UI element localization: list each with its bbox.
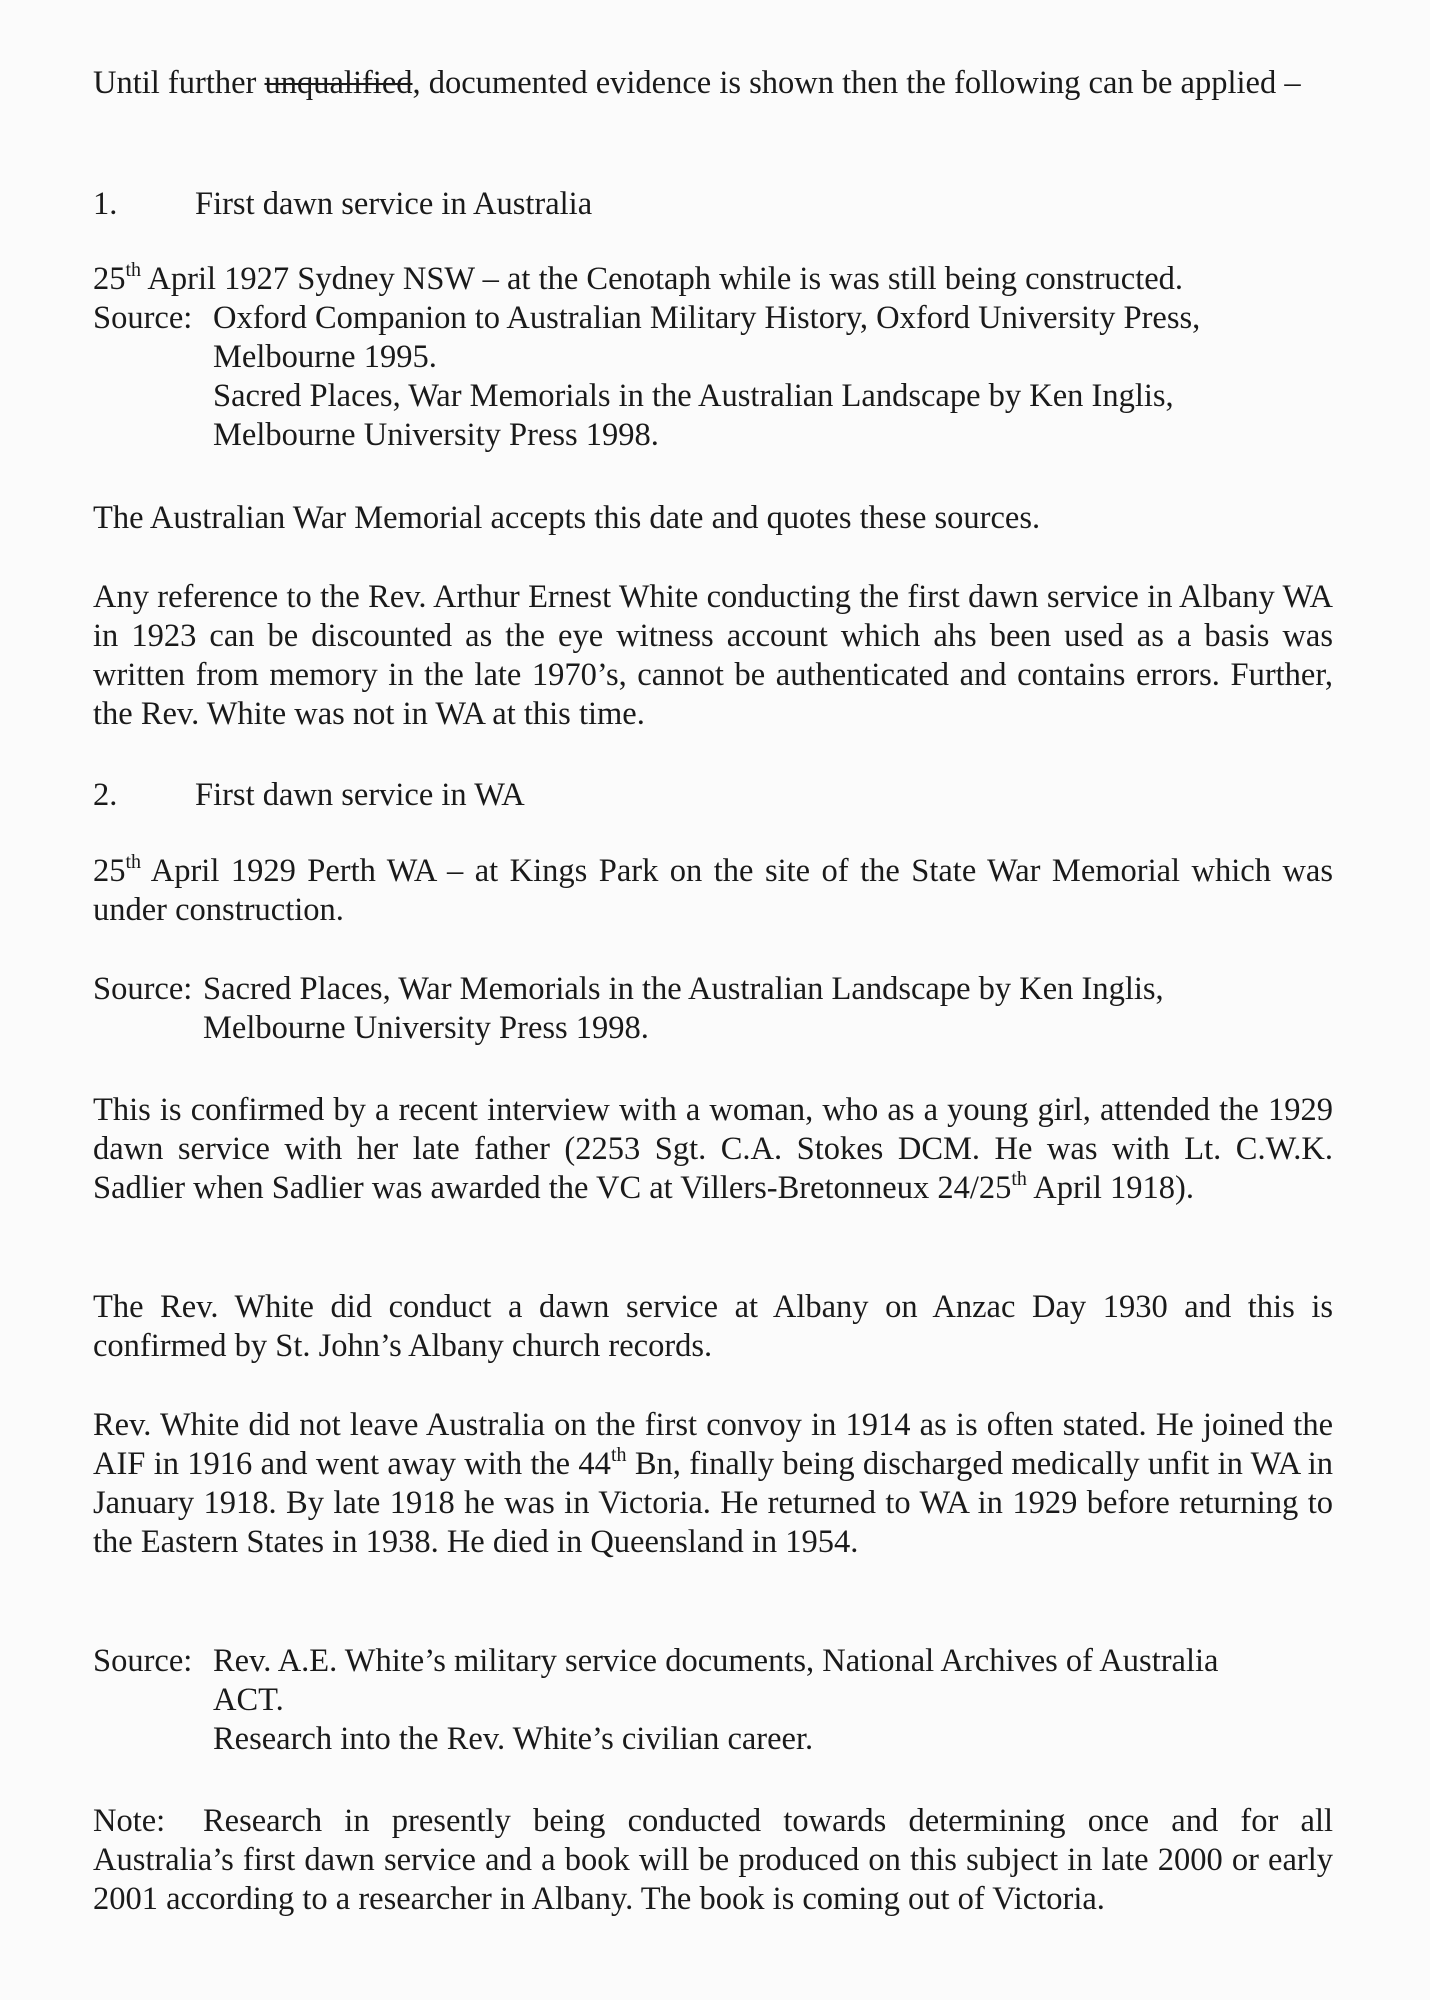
source-text: Oxford Companion to Australian Military History, Oxford University Press, xyxy=(213,300,1201,336)
source-text: Sacred Places, War Memorials in the Australian Landscape by Ken Inglis, xyxy=(203,971,1164,1007)
awm-paragraph: The Australian War Memorial accepts this date and quotes these sources. xyxy=(93,500,1041,536)
note-paragraph xyxy=(93,1802,1333,1919)
event-ordinal: th xyxy=(125,851,142,873)
section-2-title: First dawn service in WA xyxy=(195,777,525,813)
source-line-2: ACT. xyxy=(213,1682,284,1718)
source-line-2: Melbourne 1995. xyxy=(213,339,437,375)
source-line-1 xyxy=(93,970,1333,1009)
event-ordinal: th xyxy=(125,259,142,281)
source-label: Source: xyxy=(93,1643,193,1679)
note-label: Note: xyxy=(93,1803,166,1839)
section-2-event xyxy=(93,852,1333,930)
anzac-paragraph: The Rev. White did conduct a dawn service at Albany on Anzac Day 1930 and this is confirmed by St. John’s Albany church records. xyxy=(93,1289,1333,1364)
convoy-ordinal: th xyxy=(610,1444,627,1466)
source-label: Source: xyxy=(93,971,193,1007)
source-line-3: Research into the Rev. White’s civilian career. xyxy=(213,1721,814,1757)
source-text: Rev. A.E. White’s military service documents, National Archives of Australia xyxy=(213,1643,1219,1679)
note-text: Research in presently being conducted towards determining once and for all Australia’s first dawn service and a book will be produced on this subject in late 2000 or early 2001 according to a researcher in Albany. The book is coming out of Victoria. xyxy=(93,1803,1333,1917)
event-description: April 1929 Perth WA – at Kings Park on the site of the State War Memorial which was under construction. xyxy=(93,853,1333,928)
source-line-1 xyxy=(93,299,1333,338)
section-3-source-block xyxy=(93,1642,1333,1759)
event-description: April 1927 Sydney NSW – at the Cenotaph while is was still being constructed. xyxy=(141,261,1184,297)
section-2-heading xyxy=(93,776,1333,815)
struck-word: unqualified xyxy=(264,65,413,101)
source-line-3: Sacred Places, War Memorials in the Australian Landscape by Ken Inglis, xyxy=(213,378,1174,414)
section-1-title: First dawn service in Australia xyxy=(195,186,593,222)
section-1-number: 1. xyxy=(93,186,118,222)
event-day: 25 xyxy=(93,261,126,297)
section-1-heading xyxy=(93,185,1333,224)
source-line-2: Melbourne University Press 1998. xyxy=(203,1010,649,1046)
section-1-event xyxy=(93,260,1333,299)
source-line-1 xyxy=(93,1642,1333,1681)
albany-paragraph: Any reference to the Rev. Arthur Ernest White conducting the first dawn service in Albany WA in 1923 can be discounted as the eye witness account which ahs been used as a basis was written from memory in the late 1970’s, cannot be authenticated and contains errors. Further, the Rev. White was not in WA at this time. xyxy=(93,579,1333,732)
convoy-tail: Bn, finally being discharged medically unfit in WA in January 1918. By late 1918 he was in Victoria. He returned to WA in 1929 before returning to the Eastern States in 1938. He died in Queensland in 1954. xyxy=(93,1446,1333,1560)
intro-text-after: , documented evidence is shown then the following can be applied – xyxy=(412,65,1301,101)
source-label: Source: xyxy=(93,300,193,336)
convoy-paragraph xyxy=(93,1406,1333,1562)
source-line-4: Melbourne University Press 1998. xyxy=(213,417,659,453)
section-2-number: 2. xyxy=(93,777,118,813)
confirmation-text: This is confirmed by a recent interview with a woman, who as a young girl, attended the 1929 dawn service with her late father (2253 Sgt. C.A. Stokes DCM. He was with Lt. C.W.K. Sadlier when Sadlier was awarded the VC at Villers-Bretonneux 24/25 xyxy=(93,1092,1333,1206)
confirmation-ordinal: th xyxy=(1011,1168,1027,1190)
section-1-source-block xyxy=(93,299,1333,455)
intro-paragraph xyxy=(93,64,1333,103)
section-2-source-block xyxy=(93,970,1333,1048)
convoy-text: Rev. White did not leave Australia on the first convoy in 1914 as is often stated. He joined the AIF in 1916 and went away with the 44 xyxy=(93,1407,1333,1482)
event-day: 25 xyxy=(93,853,126,889)
intro-text-before: Until further xyxy=(93,65,265,101)
confirmation-tail: April 1918). xyxy=(1026,1170,1194,1206)
confirmation-paragraph xyxy=(93,1091,1333,1208)
